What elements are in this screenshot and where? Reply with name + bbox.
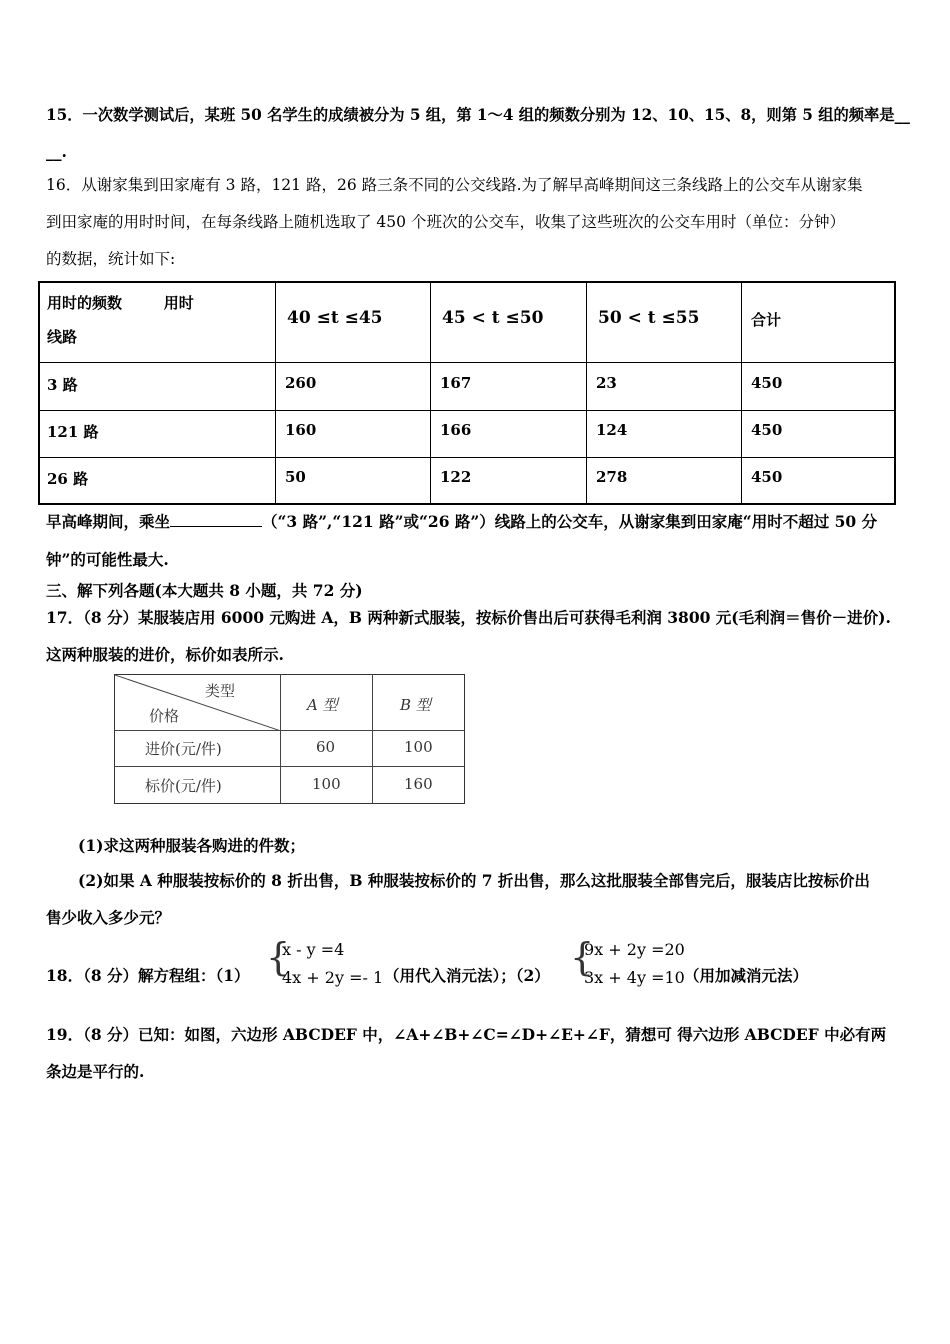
q19-line1: 19．（8 分）已知：如图，六边形 ABCDEF 中，∠A+∠B+∠C=∠D+∠E+∠F，猜想可 得六边形 ABCDEF 中必有两 [46,1025,887,1044]
table-cell: 124 [596,421,628,439]
q18-sys2-eq2: 3x + 4y =10 [584,968,685,987]
q15-line1: 15．一次数学测试后，某班 50 名学生的成绩被分为 5 组，第 1～4 组的频数分别为 12、10、15、8，则第 5 组的频率是__ [46,105,910,124]
table-row-route: 26 路 [47,470,89,488]
table-row-route: 121 路 [47,423,99,441]
q17-part1: (1)求这两种服装各购进的件数； [78,836,305,855]
table-col-header-2: 45 < t ≤50 [442,308,544,328]
q16-answer-line2: 钟”的可能性最大. [46,550,169,569]
q18-prefix: 18．（8 分）解方程组：（1） [46,966,250,985]
table-cell: 122 [440,468,472,486]
q18-suffix: （用加减消元法） [684,966,809,985]
diagonal-line [115,675,281,731]
brace-icon: { [266,935,291,979]
row1-b: 100 [404,738,433,756]
table-header-left-top: 用时的频数 用时 [47,294,194,312]
q16-line2: 到田家庵的用时时间，在每条线路上随机选取了 450 个班次的公交车，收集了这些班次的公交车用时（单位：分钟） [46,213,845,231]
table-cell: 450 [751,421,783,439]
table-row-route: 3 路 [47,376,78,394]
section-heading: 三、解下列各题(本大题共 8 小题，共 72 分) [46,581,363,600]
q15-line2: __. [46,142,67,161]
q16-line1: 16．从谢家集到田家庵有 3 路，121 路，26 路三条不同的公交线路.为了解早高峰期间这三条线路上的公交车从谢家集 [46,176,863,194]
brace-icon: { [570,935,595,979]
q18-mid: （用代入消元法）；（2） [384,966,550,985]
table-cell: 278 [596,468,628,486]
q17-part2-line2: 售少收入多少元？ [46,908,171,927]
q17-line1: 17．（8 分）某服装店用 6000 元购进 A，B 两种新式服装，按标价售出后可获得毛利润 3800 元(毛利润＝售价－进价). [46,608,891,627]
table-cell: 166 [440,421,472,439]
q18-sys1-eq2: 4x + 2y =- 1 [282,968,384,987]
q17-price-table [114,674,465,804]
answer-blank [170,512,262,527]
row1-a: 60 [316,738,336,756]
q18-sys1-eq1: x - y =4 [282,940,345,959]
table-cell: 260 [285,374,317,392]
table-col-header-1: 40 ≤t ≤45 [287,308,383,328]
q16-frequency-table [38,281,896,505]
table-cell: 450 [751,468,783,486]
q19-line2: 条边是平行的. [46,1062,145,1081]
table-cell: 23 [596,374,617,392]
q18-sys2-eq1: 9x + 2y =20 [584,940,685,959]
row2-a: 100 [312,775,341,793]
row2-label: 标价(元/件) [145,777,222,795]
table-col-header-4: 合计 [751,311,782,329]
table-header-left-bottom: 线路 [47,328,78,346]
diag-top-label: 类型 [205,682,236,700]
diag-bottom-label: 价格 [149,707,180,725]
q16-answer-line1: 早高峰期间，乘坐 （“3 路”,“121 路”或“26 路”）线路上的公交车，从谢家集到田家庵“用时不超过 50 分 [46,512,878,531]
row1-label: 进价(元/件) [145,740,222,758]
q17-part2-line1: (2)如果 A 种服装按标价的 8 折出售，B 种服装按标价的 7 折出售，那么这批服装全部售完后，服装店比按标价出 [78,871,870,890]
table-col-header-3: 50 < t ≤55 [598,308,700,328]
col-a-header: A 型 [307,696,338,714]
table-cell: 450 [751,374,783,392]
table-cell: 50 [285,468,306,486]
q17-line2: 这两种服装的进价，标价如表所示. [46,645,284,664]
row2-b: 160 [404,775,433,793]
table-cell: 167 [440,374,472,392]
q16-line3: 的数据，统计如下: [46,250,176,268]
table-cell: 160 [285,421,317,439]
col-b-header: B 型 [400,696,431,714]
